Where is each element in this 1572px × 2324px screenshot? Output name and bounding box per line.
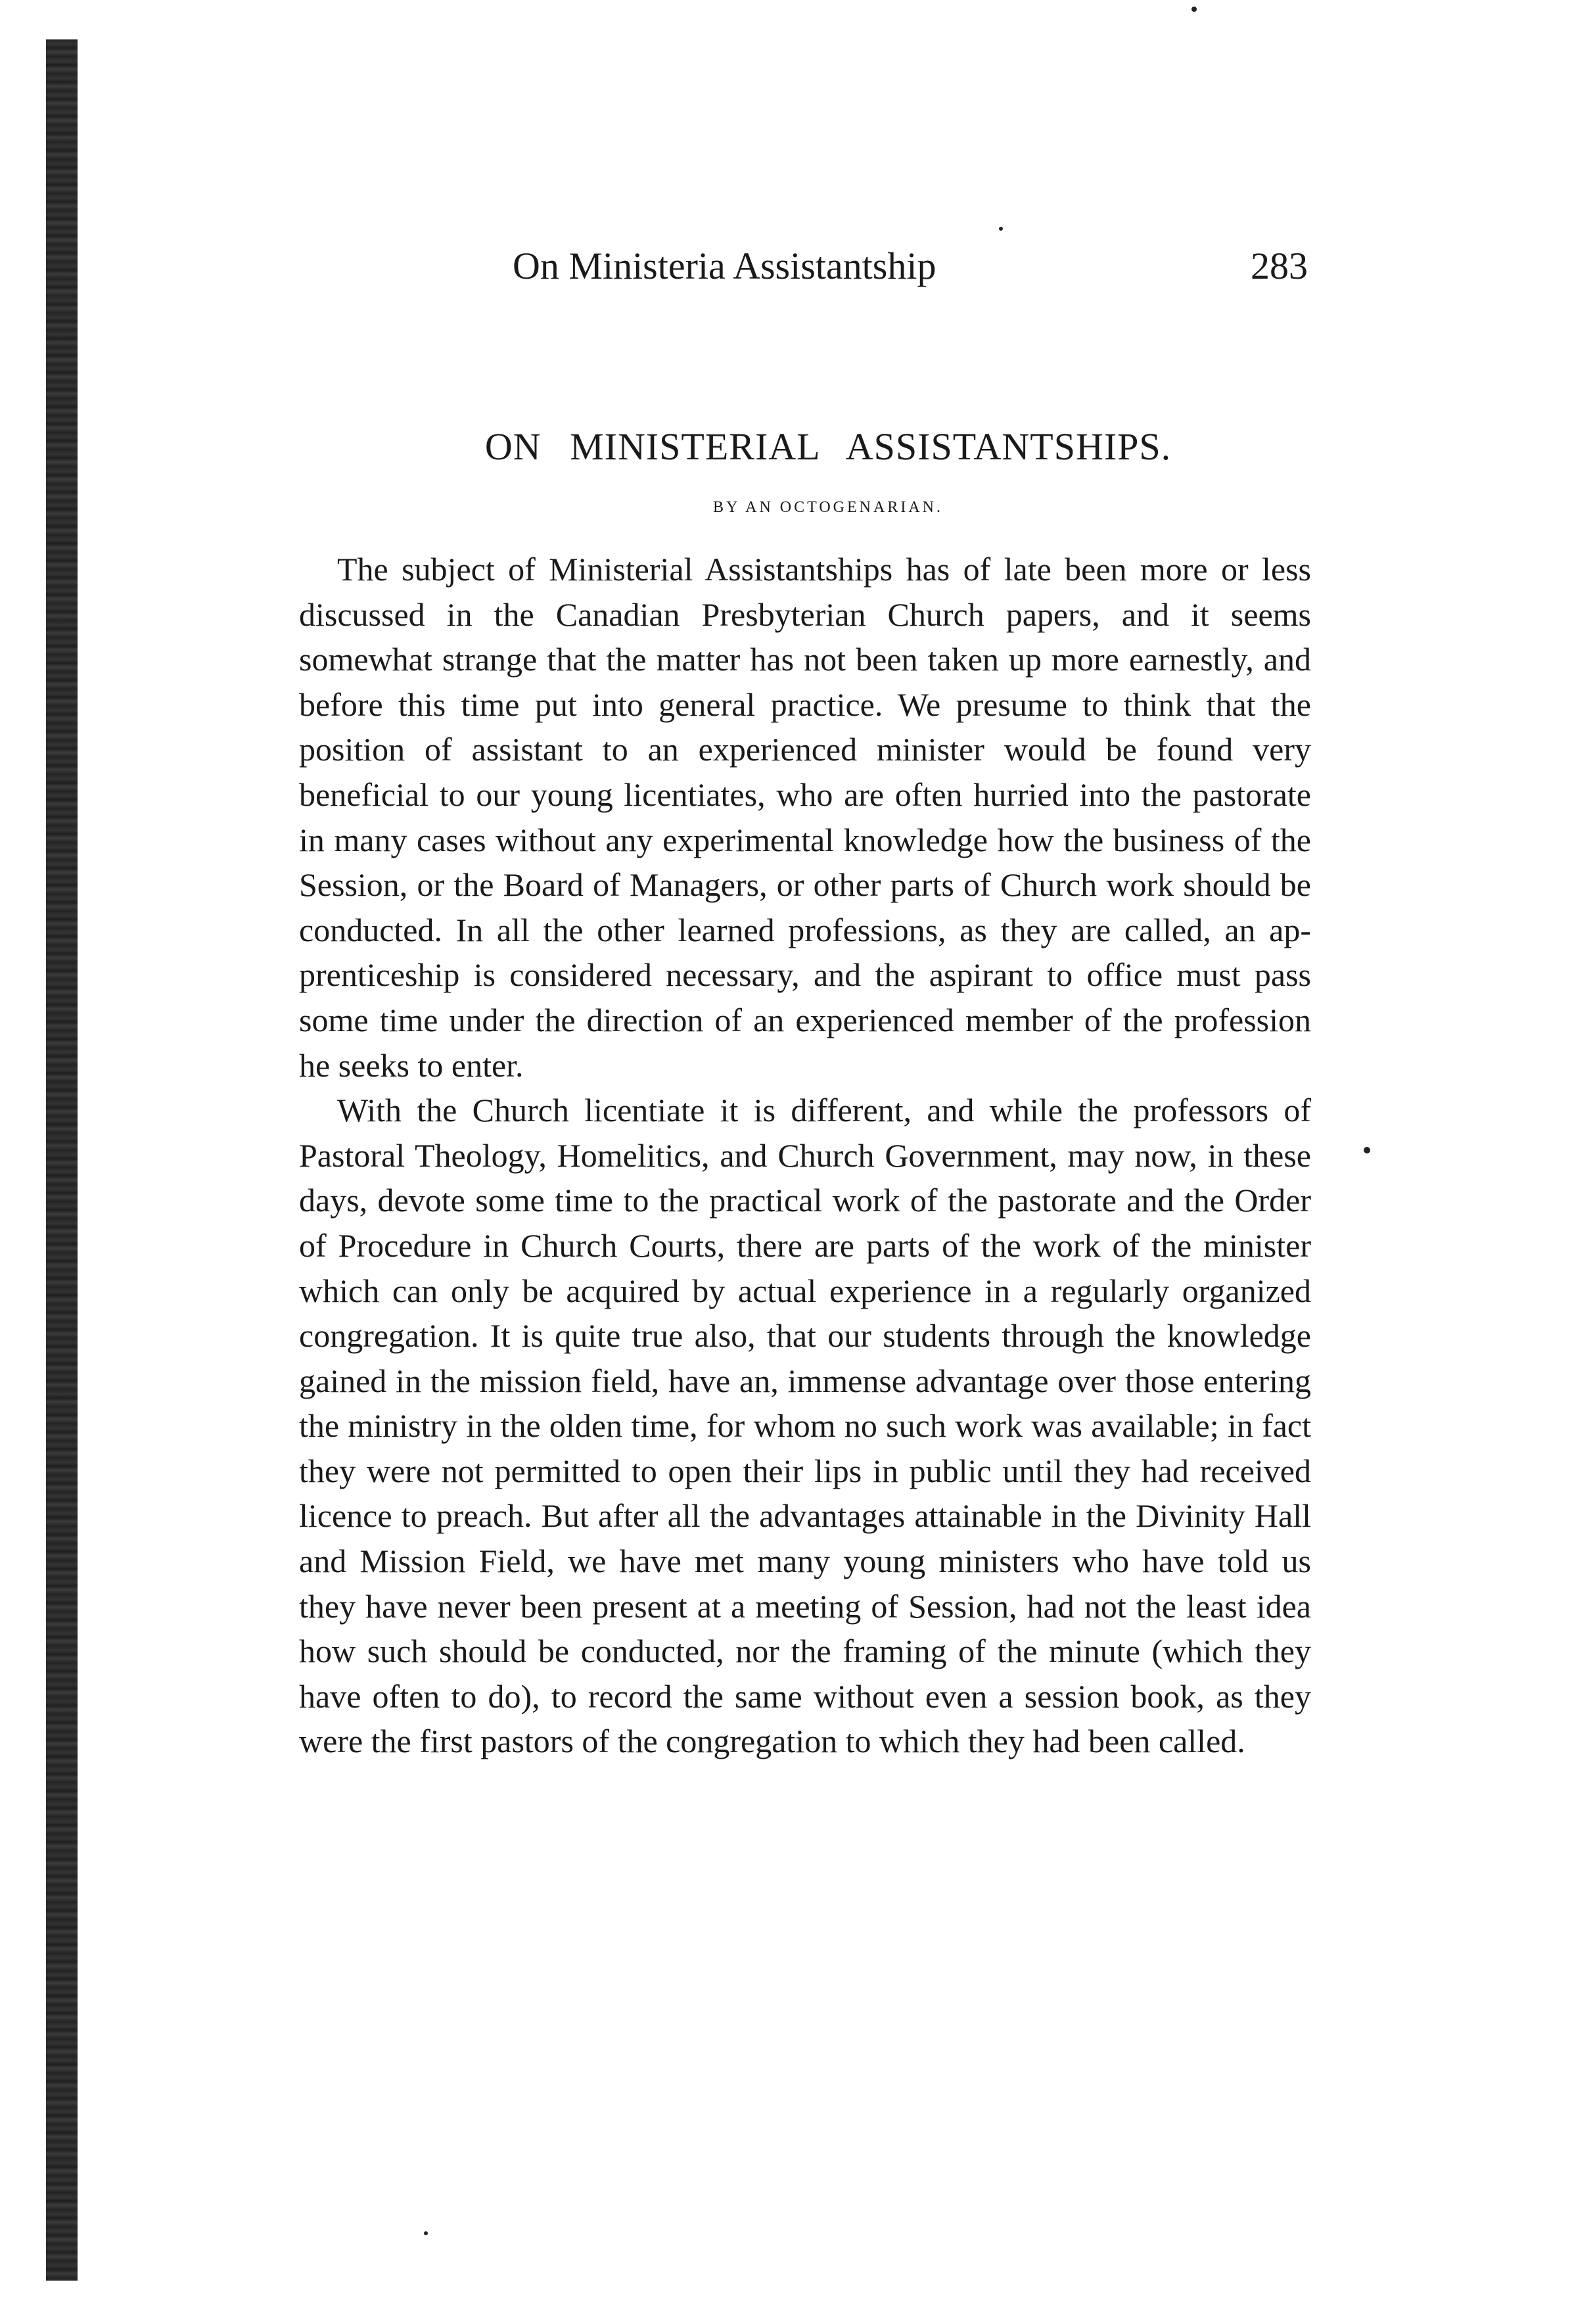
scan-speck (1191, 7, 1197, 12)
scan-speck (424, 2231, 428, 2235)
scan-speck (999, 227, 1003, 231)
article-byline: BY AN OCTOGENARIAN. (712, 499, 943, 516)
article-paragraph: With the Church licentiate it is different, and while the professors of Pastoral Theology, Homelitics, and Church Government, may now, in these days, devote some time to the practical work of the pastorate and the Order of Procedure in Church Courts, there are parts of the work of the minister which can only be acquired by actual experience in a regularly organized congregation. It is quite true also, that our students through the knowledge gained in the mission field, have an, immense advantage over those entering the ministry in the olden time, for whom no such work was available; in fact they were not permitted to open their lips in public until they had received licence to preach. But after all the advantages attainable in the Divinity Hall and Mission Field, we have met many young ministers who have told us they have never been present at a meeting of Session, had not the least idea how such should be conducted, nor the framing of the minute (which they have often to do), to record the same without even a session book, as they were the first pastors of the congregation to which they had been called. (299, 1092, 1311, 1760)
book-binding-edge (46, 39, 78, 2281)
scan-speck (1364, 1147, 1370, 1153)
page-number: 283 (1251, 244, 1308, 287)
article-title: ON MINISTERIAL ASSISTANTSHIPS. (484, 425, 1172, 468)
article-body (299, 547, 1311, 1764)
running-head (513, 240, 1308, 292)
article-paragraph: The subject of Ministerial Assistantships has of late been more or less discussed in the Canadian Presbyterian Church papers, and it seems somewhat strange that the matter has not been taken up more earnestly, and before this time put into general practice. We presume to think that the position of assistant to an experienced minister would be found very beneficial to our young licentiates, who are often hurried into the pastorate in many cases without any experimental knowledge how the business of the Session, or the Board of Managers, or other parts of Church work should be conducted. In all the other learned professions, as they are called, an apprenticeship is considered necessary, and the aspirant to office must pass some time under the direction of an experienced member of the profession he seeks to enter. (299, 551, 1311, 1084)
running-head-title: On Ministeria Assistantship (513, 244, 936, 287)
